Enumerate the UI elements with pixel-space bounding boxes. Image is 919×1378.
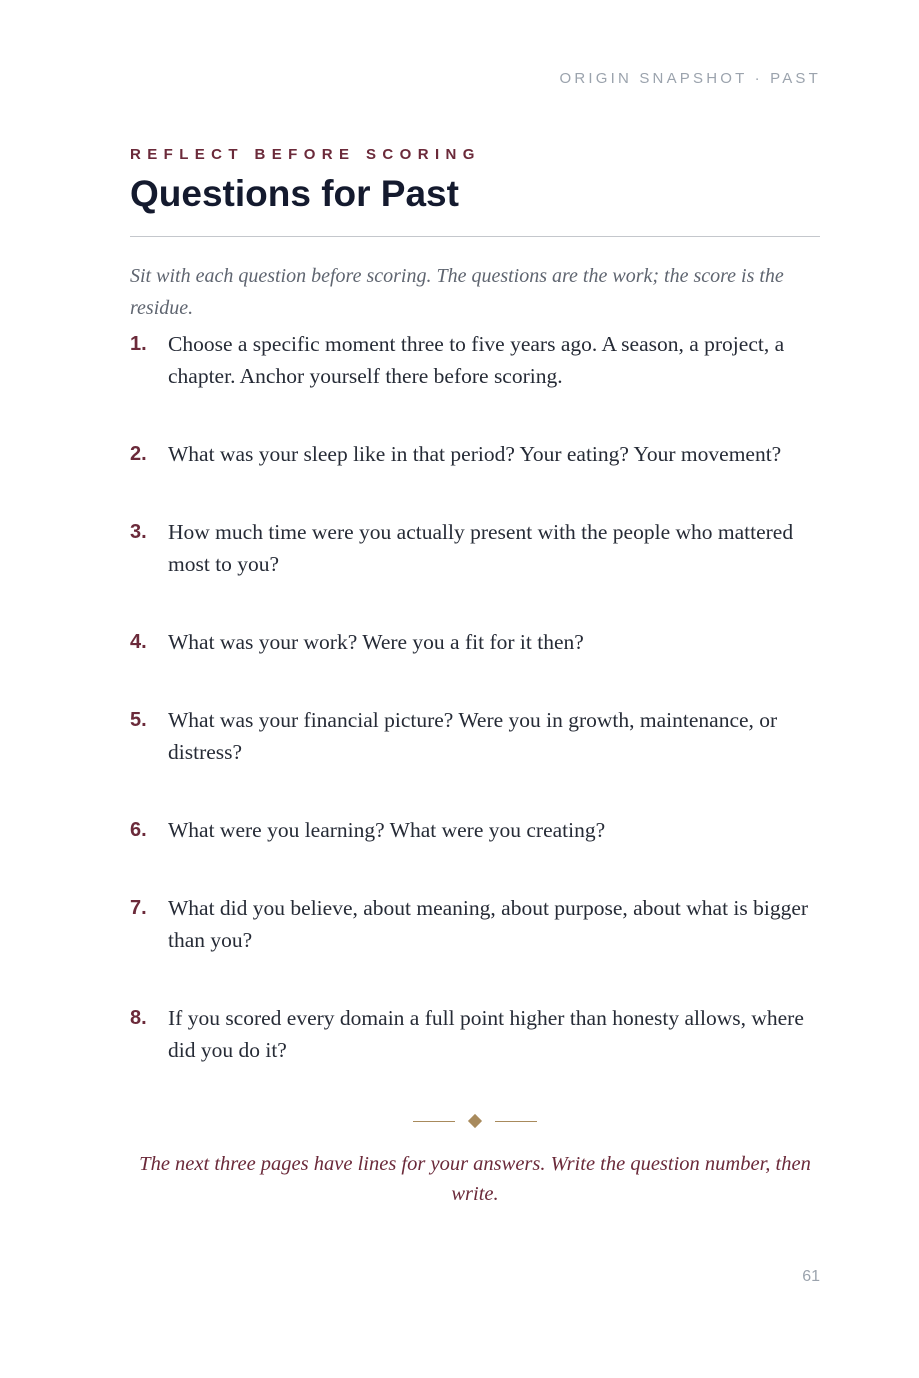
- question-item: [130, 892, 822, 956]
- question-number: 1.: [130, 333, 147, 355]
- question-item: [130, 704, 822, 768]
- question-number: 3.: [130, 521, 147, 543]
- question-number: 7.: [130, 897, 147, 919]
- question-text: If you scored every domain a full point higher than honesty allows, where did you do it?: [168, 1006, 804, 1062]
- question-number: 5.: [130, 709, 147, 731]
- question-text: What did you believe, about meaning, about purpose, about what is bigger than you?: [168, 896, 809, 952]
- question-list: [130, 328, 822, 1112]
- page-number: 61: [802, 1268, 820, 1285]
- question-text: What were you learning? What were you creating?: [168, 818, 606, 842]
- question-text: Choose a specific moment three to five years ago. A season, a project, a chapter. Anchor yourself there before scoring.: [168, 332, 785, 388]
- question-text: What was your sleep like in that period? Your eating? Your movement?: [168, 442, 782, 466]
- question-item: [130, 438, 822, 470]
- question-text: How much time were you actually present with the people who mattered most to you?: [168, 520, 794, 576]
- question-text: What was your work? Were you a fit for it then?: [168, 630, 584, 654]
- question-text: What was your financial picture? Were you in growth, maintenance, or distress?: [168, 708, 778, 764]
- question-item: [130, 328, 822, 392]
- section-ornament: [413, 1113, 537, 1131]
- question-item: [130, 516, 822, 580]
- question-number: 8.: [130, 1007, 147, 1029]
- closing-note: The next three pages have lines for your answers. Write the question number, then write.: [139, 1153, 811, 1205]
- question-number: 2.: [130, 443, 147, 465]
- question-item: [130, 626, 822, 658]
- intro-paragraph: Sit with each question before scoring. The questions are the work; the score is the residue.: [130, 265, 784, 319]
- diamond-icon: [468, 1114, 482, 1128]
- ornament-line-right: [495, 1121, 537, 1122]
- question-item: [130, 814, 822, 846]
- running-head: ORIGIN SNAPSHOT · PAST: [559, 70, 821, 87]
- title-divider: [130, 236, 820, 237]
- question-number: 4.: [130, 631, 147, 653]
- question-number: 6.: [130, 819, 147, 841]
- ornament-line-left: [413, 1121, 455, 1122]
- section-eyebrow: REFLECT BEFORE SCORING: [130, 146, 481, 163]
- page-title: Questions for Past: [130, 173, 459, 214]
- question-item: [130, 1002, 822, 1066]
